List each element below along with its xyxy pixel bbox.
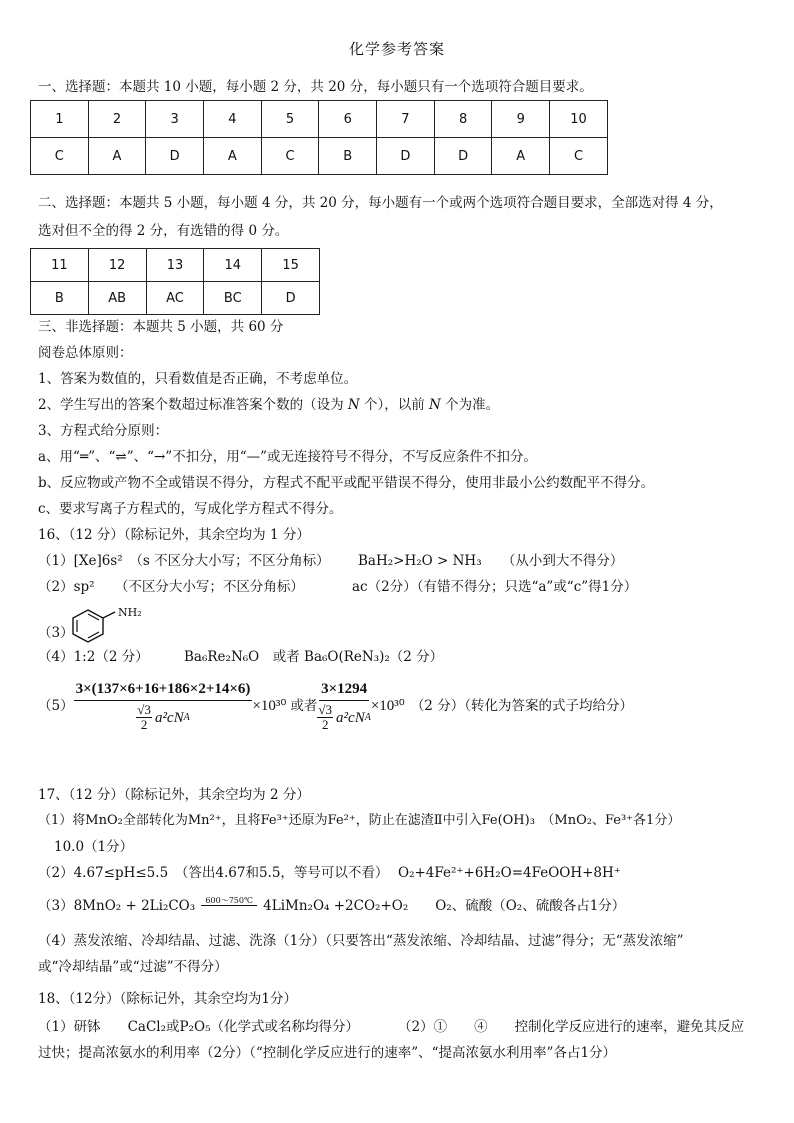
table-cell: 3 (146, 101, 204, 138)
table-cell: 14 (204, 249, 262, 282)
q16-part1-b: BaH₂>H₂O > NH₃ （从小到大不得分） (358, 553, 624, 569)
reaction-condition: 600～750℃ (205, 896, 253, 905)
table-cell: 9 (492, 101, 550, 138)
denominator-two: 2 (140, 717, 148, 732)
principles-title: 阅卷总体原则： (38, 345, 133, 361)
table-row-numbers (31, 101, 608, 138)
table-row-answers (31, 282, 320, 315)
avogadro-subscript: A (183, 711, 190, 723)
section1-answer-table (30, 100, 608, 175)
table-cell: B (319, 138, 377, 175)
table-cell: 7 (377, 101, 435, 138)
density-formula-1 (74, 680, 253, 732)
principle-3a: a、用“═”、“⇌”、“→”不扣分，用“—”或无连接符号不得分，不写反应条件不扣分。 (38, 449, 538, 465)
avogadro-subscript: A (364, 711, 371, 723)
formula-denominator (317, 701, 370, 732)
table-cell: D (434, 138, 492, 175)
table-cell: D (262, 282, 320, 315)
q16-part4-a: （4）1:2（2 分） (38, 649, 149, 665)
q17-header: 17、（12 分）（除标记外，其余空均为 2 分） (38, 787, 310, 803)
principle-2-var-n: N (347, 397, 360, 413)
sqrt-3: √3 (137, 702, 151, 717)
lattice-term: a²cN (154, 709, 184, 726)
principle-3: 3、方程式给分原则： (38, 423, 169, 439)
principle-1: 1、答案为数值的，只看数值是否正确，不考虑单位。 (38, 371, 358, 387)
table-cell: 15 (262, 249, 320, 282)
q18-part1-c: 过快；提高浓氨水的利用率（2分）（“控制化学反应进行的速率”、“提高浓氨水利用率”各占1分） (38, 1045, 617, 1061)
q17-part4-a: （4）蒸发浓缩、冷却结晶、过滤、洗涤（1分）（只要答出“蒸发浓缩、冷却结晶、过滤”得分；无“蒸发浓缩” (38, 933, 684, 949)
principle-2-text-a: 2、学生写出的答案个数超过标准答案个数的（设为 (38, 397, 348, 413)
formula-denominator (136, 701, 189, 732)
table-cell: 12 (88, 249, 146, 282)
q16-part2-b: ac（2分）（有错不得分；只选“a”或“c”得1分） (352, 579, 638, 595)
q16-part4-b: Ba₆Re₂N₆O 或者 Ba₆O(ReN₃)₂（2 分） (184, 649, 444, 665)
principle-2-var-n: N (429, 397, 441, 413)
formula-numerator: 3×1294 (319, 680, 369, 701)
multiplier: ×10³⁰ (370, 698, 405, 714)
q18-part1-a: （1）研钵 CaCl₂或P₂O₅（化学式或名称均得分） (38, 1019, 360, 1035)
q17-part2-a: （2）4.67≤pH≤5.5 （答出4.67和5.5，等号可以不看） (38, 865, 389, 881)
table-cell: A (492, 138, 550, 175)
multiplier: ×10³⁰ (252, 698, 287, 714)
q16-part5-tail: （2 分）（转化为答案的式子均给分） (410, 698, 633, 714)
formula-numerator: 3×(137×6+16+186×2+14×6) (74, 680, 253, 701)
q17-part1-b: 10.0（1分） (54, 839, 134, 855)
table-cell: AB (88, 282, 146, 315)
density-formula-2 (317, 680, 370, 732)
table-cell: 1 (31, 101, 89, 138)
table-cell: D (146, 138, 204, 175)
table-cell: 8 (434, 101, 492, 138)
table-cell: B (31, 282, 89, 315)
table-cell: BC (204, 282, 262, 315)
q16-part2-a: （2）sp² （不区分大小写；不区分角标） (38, 579, 304, 595)
reaction-arrow (201, 896, 257, 915)
section2-heading-line1: 二、选择题：本题共 5 小题，每小题 4 分，共 20 分，每小题有一个或两个选项符合题目要求，全部选对得 4 分， (38, 195, 723, 211)
table-cell: AC (146, 282, 204, 315)
q16-part5 (38, 676, 633, 736)
lattice-term: a²cN (336, 709, 365, 726)
table-cell: 2 (88, 101, 146, 138)
table-cell: A (88, 138, 146, 175)
table-cell: 10 (550, 101, 608, 138)
table-cell: C (261, 138, 319, 175)
q17-part3-a: （3）8MnO₂ + 2Li₂CO₃ (38, 897, 196, 914)
sqrt-3: √3 (318, 702, 333, 717)
principle-3c: c、要求写离子方程式的，写成化学方程式不得分。 (38, 501, 343, 517)
table-cell: 13 (146, 249, 204, 282)
or-text: 或者 (290, 698, 318, 714)
q18-header: 18、（12分）（除标记外，其余空均为1分） (38, 991, 297, 1007)
principle-2-text-c: 个为准。 (440, 397, 500, 413)
table-cell: C (31, 138, 89, 175)
q16-part3-label: （3） (38, 625, 74, 641)
principle-2-text-b: 个），以前 (359, 397, 430, 413)
table-cell: D (377, 138, 435, 175)
q17-part3 (38, 896, 625, 915)
denominator-two: 2 (321, 717, 329, 732)
section2-answer-table (30, 248, 320, 315)
table-row-numbers (31, 249, 320, 282)
table-cell: 11 (31, 249, 89, 282)
principle-3b: b、反应物或产物不全或错误不得分，方程式不配平或配平错误不得分，使用非最小公约数配平不得分。 (38, 475, 655, 491)
q16-part5-label: （5） (38, 698, 74, 714)
table-cell: 4 (204, 101, 262, 138)
table-row-answers (31, 138, 608, 175)
sqrt3-over-2 (317, 703, 333, 732)
table-cell: 6 (319, 101, 377, 138)
q18-part1-b: （2）① ④ 控制化学反应进行的速率，避免其反应 (398, 1019, 745, 1035)
section2-heading-line2: 选对但不全的得 2 分，有选错的得 0 分。 (38, 223, 289, 239)
table-cell: C (550, 138, 608, 175)
table-cell: 5 (261, 101, 319, 138)
q16-header: 16、（12 分）（除标记外，其余空均为 1 分） (38, 527, 310, 543)
q17-part3-b: 4LiMn₂O₄ +2CO₂+O₂ O₂、硫酸（O₂、硫酸各占1分） (263, 897, 626, 914)
sqrt3-over-2 (136, 703, 152, 732)
q17-part2-b: O₂+4Fe²⁺+6H₂O=4FeOOH+8H⁺ (398, 865, 621, 881)
q17-part1: （1）将MnO₂全部转化为Mn²⁺，且将Fe³⁺还原为Fe²⁺，防止在滤渣Ⅱ中引入Fe(OH)₃ （MnO₂、Fe³⁺各1分） (38, 813, 681, 828)
principle-2 (38, 396, 499, 414)
q17-part4-b: 或“冷却结晶”或“过滤”不得分） (38, 959, 228, 975)
amine-group-label: NH₂ (118, 606, 142, 619)
section3-heading: 三、非选择题：本题共 5 小题，共 60 分 (38, 319, 284, 335)
table-cell: A (204, 138, 262, 175)
equation-bar (201, 905, 257, 906)
page-title: 化学参考答案 (348, 40, 445, 58)
q16-part1-a: （1）[Xe]6s² （s 不区分大小写；不区分角标） (38, 553, 330, 569)
section1-heading: 一、选择题：本题共 10 小题，每小题 2 分，共 20 分，每小题只有一个选项符合题目要求。 (38, 79, 593, 95)
